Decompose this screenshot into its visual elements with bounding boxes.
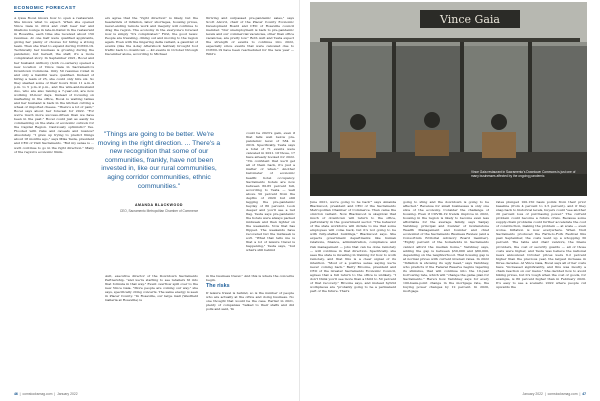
section-subhead: The risks: [206, 283, 230, 290]
article-column-3-bottom: [206, 274, 294, 388]
article-column-3-middle: [246, 131, 295, 271]
footer-right-page: 47: [582, 392, 586, 396]
footer-right-issue: January 2022: [522, 392, 543, 396]
pull-quote: [95, 131, 223, 213]
restaurant-illustration: [310, 2, 587, 196]
article-text-col3-risks: If leisure travel is behind, so is the number of people who are actually at the office and doing business. No one thought that would be the case. Earlier in 2021, plenty of companies "talked to their staffs and did polls and said, 'In: [206, 291, 294, 312]
footer-left-page: 46: [14, 392, 18, 396]
footer-left: 46 | comstocksmag.com | January 2022: [14, 392, 78, 396]
article-text-col5: going to sting and the downtown is going to be affected." Revenue for small businesses is only one slice of the economy. Consider the challenge of housing. Even if COVID-19 trends improve in 2022, housing in the region is likely to become even less affordable for the average family, says Sanjay Varshney, principal and founder of Goldenstone Wealth Management and founder and chief economist of the Sacramento Business Review (and a Consortium Editorial Advisory Board member). "Eighty percent of the homeholds in Sacramento cannot afford the median home," Varshney says, adding the gap is between $50,000 and $60,000, depending on the neighborhood. That housing gap is at normal prices with current interest rates. In 2022 "Inflation is showing its ugly head," says Varshney, who predicts if the Federal Reserve begins tapering its stimulus, that will continue into the 10-year borrowing rate, which will "change the game plan for Sacramento." Here's how Varshney says for every 100-basis-point change in the mortgage rate, the buying power changes by 12 percent. In 2020, mortgage: [403, 200, 489, 294]
article-text-col2-bottom: Ault, executive director of the Downtown Sacramento Partnership, "and we're starting to see retailers fit into that formula in that way." Event overflow spill over to the new Vince Gaia. "More people are coming our way," she says, specifically citing concerts. The same energy is seen in Placer County. "In Roseville, our large mall (Westfield Galleria at Roseville) is: [105, 274, 198, 303]
article-column-5: [403, 200, 489, 388]
article-text-col6: rates plunged 100-150 basis points from their prior baseline (from 4 percent to 2.5 percent), and if they snap back to historical levels, buyers could "see another 20 percent loss of purchasing power." The current problem could become a future crisis. Because some supply-chain problems could further accelerate the cost of construction, making the problem — at scale — even worse. Inflation is now everywhere. When Visit Sacramento produced the Farm-to-Fork Festival this past September, the costs went up a whopping 30 percent. The table and chair vendors, the linens providers, the cost of security guards — all of those costs were higher, and Testa was believe the national news announced October prices were 6.2 percent higher than the previous year, the largest increase in three decades. At Vince Gaia, Bocel says all of her costs have "increased significantly, and this was mostly a chain reaction on our menu." She decided how to avoid hiking prices, but it's tough when the cost of goods, for example, is 80 percent higher than in February 2020. It's easy to see a scenario 2022 where people cut upwards the: [496, 200, 586, 289]
pull-quote-title: CEO, Sacramento Metropolitan Chamber of Commerce: [119, 208, 199, 213]
article-text-col3-middle: could be 2023's gain, even if that falls well below pre-pandemic level of 584 in 2019. Specifically, Testa says a total of 71 events were canceled in 2021. Of those, 17 have already booked for 2022. "I'm confident that we'll get all of them back, it's just a matter of when." Another barometer of economic health: hotel occupancy. Sacramento hotels are now between 60-65 percent full, according to Testa — well above 50 percent from the depths of 2020 but still lagging the pre-pandemic heyday of 80 percent. Look deeper and you'll see a red flag. Testa says pre-pandemic the hotels were always packed midweek and then lighter on the weekends. Now that has flipped. The weekends have recovered but the midweek is soft. "What that tells me is that a lot of leisure travel is happening," Testa says, "but what's still behind: [246, 131, 295, 253]
footer-right-site: comstocksmag.com: [547, 392, 578, 396]
article-text-col3-bottom: in the business travel." And this is where the concerns begin.: [206, 274, 294, 283]
section-label: ECONOMIC FORECAST: [14, 5, 77, 10]
article-column-4: [310, 200, 396, 388]
pull-quote-text: "Things are going to be better. We're moving in the right direction. ... There's a new recognition that some of our communities, frankly, have not been invested in, like our rural communities, aging corridor communities, ethnic communities.": [97, 131, 221, 190]
photo-sign-text: Vince Gaia: [440, 13, 500, 26]
article-column-2-bottom: [105, 274, 198, 386]
article-column-1: [14, 16, 94, 388]
article-column-3-top: [206, 16, 294, 130]
article-text-col3-top: thriving and surpassed pre-pandemic sales," says Scott Alvord, chair of the Placer County Economic Development Board and CEO of Roseville council member. "Our unemployment is back to pre-pandemic levels and our commercial vacancies, other than office vacancies, are pretty low." Both Ault and Testa expect the strength of events to continue into 2022, especially since events that were canceled due to COVID-19 have been rescheduled for the new year — Wild's: [206, 16, 294, 57]
article-column-2-top: [105, 16, 198, 130]
article-text-col4: June 2021, we're going to be back'" says Amanda Blackwood, president and CEO of the Sacramento Metropolitan Chamber of Commerce. Then came the omicron variant. Now Blackwood is skeptical that much of downtown will return to the office, particularly in the government sector. "The behavior of the state workforce will dictate to me that some employees will come back, but it's not going to be with fully-staffed buildings," Blackwood says. She expects government departments like human relations, finance, administration, compliance and risk management — jobs that can be done remotely — will continue in that direction. Specifically, she sees the state is investing in training for how to work remotely, and that this is a clear signal of its intention. "Most of a positive sense saying we're never coming back." Barry Broome, president and CEO of the Greater Sacramento Economic Council, agrees that a full return to the office is unlikely. "I don't think you'll see more than a third to 50 percent of that recovery," Broome says, and instead hybrid workplaces are "probably going to be a permanent part of the future. That's: [310, 200, 396, 294]
restaurant-photo: [310, 2, 587, 196]
article-column-6: [496, 200, 586, 388]
pull-quote-name: AMANDA BLACKWOOD: [135, 203, 183, 208]
footer-right: January 2022 | comstocksmag.com | 47: [522, 392, 586, 396]
article-text-col1: A lyssa Bocel knows how to open a restaurant. She knows what to expect. When she opened Vince Gaia in 2014 and craft beer bar and libations lounge in late-in-Kabul in the restaurant in Roseville, each time she received about 150 resumes. At one half were qualified applicants, giving her plenty of choices for hiring a strong team. Then she tried to expand during COVID-19. Technically her business is growing during the pandemic, but herself, the staff, it's a more complicated story. In September 2021, Bocel and her husband Anthony (both co-owners) opened a new location of Vince Gaia in Sacramento's Downtown Commons. Only 50 resumes rolled in and only a handful were qualified. Instead of hiring a team of 25, she could only hire six. So they slashed some of their hours from 11 a.m.-9 p.m. to 5 p.m.-9 p.m., and the wife-and-husband duo, who are also raising a 7-year-old, are now working 16-hour days. Instead of focusing on marketing in the office, Bocel is waiting tables and her husband is back in the kitchen cutting a wheel of imported cheese. "There's a lot of pain," Bocel says about her forecast for 2022. "For we're much more success-driven than we have been in the past." Bocel could just as easily be commenting on the state of economic outlook for the Capital Region. Cautiously optimistic? Yes. Flooded with risks and caveats and nuance? Absolutely. "I grew up trying to predict things about 18 months ago," says Mike Testa, president and CEO of Visit Sacramento. "But my sense is ... we'll continue to go in the right direction." Many of the region's economic think-: [14, 16, 94, 154]
footer-left-issue: January 2022: [57, 392, 78, 396]
footer-left-site: comstocksmag.com: [22, 392, 53, 396]
article-text-col2-top: ers agree that the "right direction" is likely, but the headwinds of inflation, labor shortages, housing prices, never-ending remote work and inequity will continue to drag the region. The economy in the everyone's forecast now is simply "it's complicated." First, the good news: People are traveling, dining out and moving to the region again. Even with the lingering delta variant, a gauntlet of events (like the 4-day Aftershock festival) brought foot traffic back to downtown — 40 events in October through December alone, according to Michael: [105, 16, 198, 57]
photo-caption: Vince Gaia restaurant in Sacramento's Downtown Commons is just one of many businesses affected by the ongoing pandemic.: [471, 170, 576, 178]
page-gutter: [299, 0, 300, 401]
section-rule: [14, 11, 44, 12]
